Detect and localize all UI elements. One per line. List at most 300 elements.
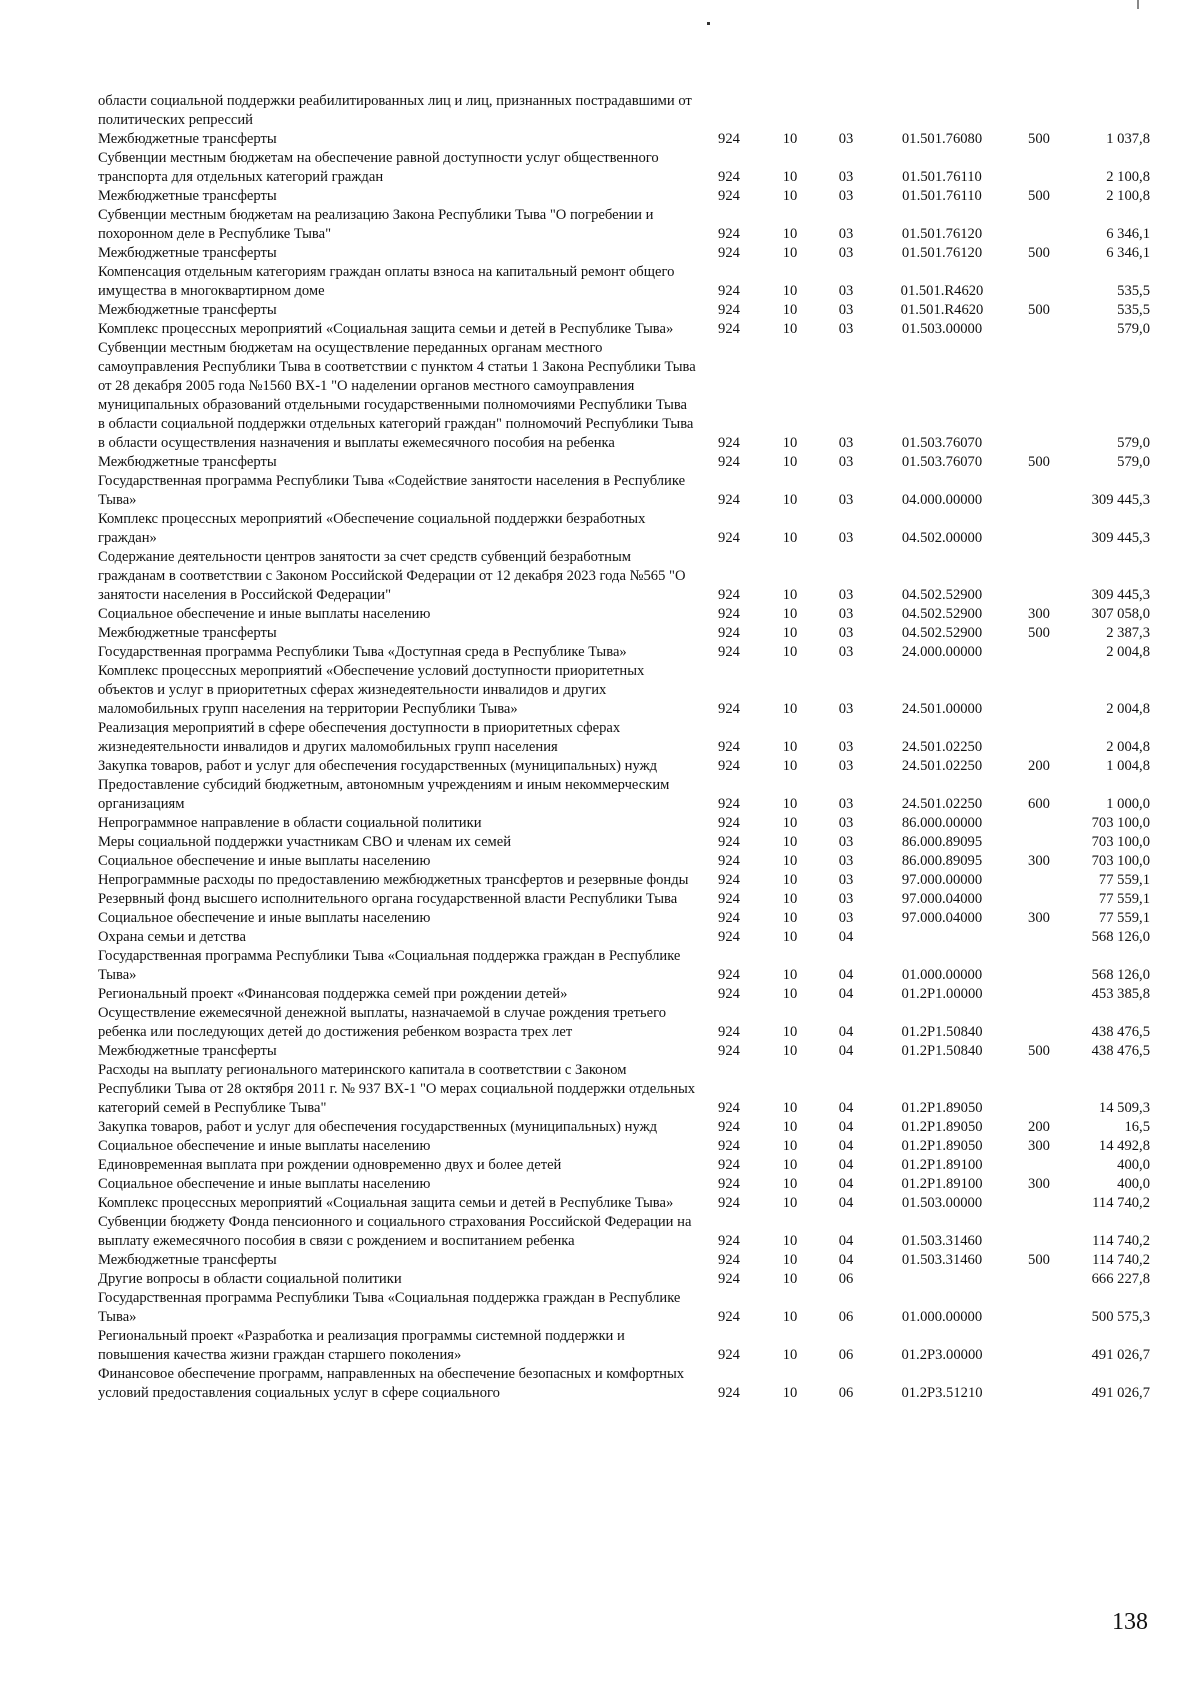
row-target-article xyxy=(874,1270,1010,1289)
table-row xyxy=(98,1156,1150,1175)
row-gov-code: 924 xyxy=(718,967,740,983)
row-gov-code: 924 xyxy=(718,758,740,774)
row-amount: 500 575,3 xyxy=(1091,1309,1150,1325)
table-row xyxy=(98,1213,1150,1251)
row-section-code: 10 xyxy=(782,834,798,850)
row-gov-code: 924 xyxy=(718,283,740,299)
row-amount: 309 445,3 xyxy=(1091,530,1150,546)
table-row xyxy=(98,453,1150,472)
row-name: Комплекс процессных мероприятий «Обеспечение условий доступности приоритетных объектов и услуг в приоритетных сферах жизнедеятельности инвалидов и других маломобильных групп населения на территории Республики Тыва» xyxy=(98,663,645,717)
row-amount: 2 004,8 xyxy=(1106,701,1150,717)
row-expense-type xyxy=(1010,92,1068,130)
row-subsection-code: 06 xyxy=(838,1309,854,1325)
row-amount: 1 037,8 xyxy=(1106,131,1150,147)
row-expense-type xyxy=(1010,1289,1068,1327)
row-gov-code: 924 xyxy=(718,1252,740,1268)
row-amount: 77 559,1 xyxy=(1098,891,1150,907)
row-subsection-code: 04 xyxy=(838,986,854,1002)
row-subsection-code: 06 xyxy=(838,1385,854,1401)
table-row xyxy=(98,149,1150,187)
row-amount: 666 227,8 xyxy=(1091,1271,1150,1287)
row-expense-type xyxy=(1010,1365,1068,1403)
table-row xyxy=(98,890,1150,909)
table-row xyxy=(98,1327,1150,1365)
row-section-code: 10 xyxy=(782,454,798,470)
row-amount: 1 004,8 xyxy=(1106,758,1150,774)
row-target-article: 01.2Р1.89050 xyxy=(901,1138,983,1154)
row-subsection-code: 03 xyxy=(838,834,854,850)
row-section-code: 10 xyxy=(782,1119,798,1135)
row-amount: 114 740,2 xyxy=(1092,1233,1150,1249)
row-target-article: 01.2Р1.89100 xyxy=(901,1176,983,1192)
row-expense-type: 500 xyxy=(1028,454,1050,470)
row-gov-code: 924 xyxy=(718,1176,740,1192)
row-amount: 114 740,2 xyxy=(1092,1195,1150,1211)
row-amount: 77 559,1 xyxy=(1098,872,1150,888)
row-expense-type: 500 xyxy=(1028,131,1050,147)
row-name: Государственная программа Республики Тыва «Социальная поддержка граждан в Республике Тыва» xyxy=(98,948,681,983)
table-row xyxy=(98,985,1150,1004)
row-subsection-code: 03 xyxy=(838,796,854,812)
row-name: Непрограммные расходы по предоставлению межбюджетных трансфертов и резервные фонды xyxy=(98,872,689,888)
row-gov-code: 924 xyxy=(718,302,740,318)
row-section-code: 10 xyxy=(782,169,798,185)
row-target-article: 01.503.31460 xyxy=(901,1252,983,1268)
row-target-article: 24.501.02250 xyxy=(901,796,983,812)
row-gov-code: 924 xyxy=(718,188,740,204)
row-gov-code: 924 xyxy=(718,1385,740,1401)
row-gov-code: 924 xyxy=(718,853,740,869)
row-target-article: 01.2Р3.00000 xyxy=(901,1347,983,1363)
row-subsection-code: 03 xyxy=(838,587,854,603)
table-row xyxy=(98,339,1150,453)
row-target-article: 01.000.00000 xyxy=(901,1309,983,1325)
row-target-article: 01.2Р1.89100 xyxy=(901,1157,983,1173)
row-name: Социальное обеспечение и иные выплаты населению xyxy=(98,1176,431,1192)
row-section-code: 10 xyxy=(782,435,798,451)
row-expense-type: 500 xyxy=(1028,245,1050,261)
row-expense-type xyxy=(1010,814,1068,833)
scan-edge-mark xyxy=(1137,0,1139,9)
row-gov-code: 924 xyxy=(718,530,740,546)
row-amount: 14 509,3 xyxy=(1098,1100,1150,1116)
row-section-code: 10 xyxy=(782,910,798,926)
row-subsection-code: 04 xyxy=(838,1252,854,1268)
row-gov-code: 924 xyxy=(718,454,740,470)
table-row xyxy=(98,1289,1150,1327)
row-name: Государственная программа Республики Тыва «Содействие занятости населения в Республике Тыва» xyxy=(98,473,686,508)
row-subsection-code: 03 xyxy=(838,283,854,299)
row-name: Социальное обеспечение и иные выплаты населению xyxy=(98,606,431,622)
table-row xyxy=(98,909,1150,928)
row-gov-code: 924 xyxy=(718,815,740,831)
row-amount: 14 492,8 xyxy=(1098,1138,1150,1154)
row-expense-type xyxy=(1010,339,1068,453)
row-gov-code: 924 xyxy=(718,321,740,337)
row-expense-type: 300 xyxy=(1028,606,1050,622)
row-target-article: 97.000.04000 xyxy=(901,910,983,926)
row-target-article xyxy=(874,928,1010,947)
row-section-code: 10 xyxy=(782,625,798,641)
row-expense-type: 300 xyxy=(1028,1176,1050,1192)
table-row xyxy=(98,548,1150,605)
row-section-code: 10 xyxy=(782,188,798,204)
row-expense-type xyxy=(1010,1213,1068,1251)
row-gov-code: 924 xyxy=(718,1309,740,1325)
row-target-article: 04.502.00000 xyxy=(901,530,983,546)
row-amount: 703 100,0 xyxy=(1091,815,1150,831)
row-target-article: 01.2Р1.89050 xyxy=(901,1119,983,1135)
row-gov-code: 924 xyxy=(718,701,740,717)
row-target-article: 24.501.02250 xyxy=(901,758,983,774)
row-target-article: 01.2Р1.00000 xyxy=(901,986,983,1002)
row-gov-code: 924 xyxy=(718,796,740,812)
row-subsection-code: 03 xyxy=(838,872,854,888)
row-subsection-code: 03 xyxy=(838,492,854,508)
row-amount: 114 740,2 xyxy=(1092,1252,1150,1268)
row-name: Межбюджетные трансферты xyxy=(98,454,277,470)
row-amount: 6 346,1 xyxy=(1106,245,1150,261)
row-subsection-code: 03 xyxy=(838,701,854,717)
row-target-article: 24.501.00000 xyxy=(901,701,983,717)
row-subsection-code: 03 xyxy=(838,853,854,869)
row-amount: 6 346,1 xyxy=(1106,226,1150,242)
table-row xyxy=(98,814,1150,833)
row-subsection-code: 03 xyxy=(838,644,854,660)
row-name: Расходы на выплату регионального материнского капитала в соответствии с Законом Республики Тыва от 28 октября 2011 г. № 937 ВХ-1 "О мерах социальной поддержки отдельных категорий семей в Республике Тыва" xyxy=(98,1062,696,1116)
row-expense-type xyxy=(1010,890,1068,909)
row-amount: 309 445,3 xyxy=(1091,587,1150,603)
row-name: Межбюджетные трансферты xyxy=(98,1252,277,1268)
row-gov-code: 924 xyxy=(718,1347,740,1363)
row-name: Социальное обеспечение и иные выплаты населению xyxy=(98,910,431,926)
row-expense-type xyxy=(1010,472,1068,510)
row-section-code: 10 xyxy=(782,245,798,261)
row-name: Субвенции бюджету Фонда пенсионного и социального страхования Российской Федерации на выплату ежемесячного пособия в связи с рождением и воспитанием ребенка xyxy=(98,1214,692,1249)
row-target-article: 01.503.00000 xyxy=(901,321,983,337)
row-gov-code: 924 xyxy=(718,245,740,261)
row-subsection-code xyxy=(818,92,874,130)
row-amount: 438 476,5 xyxy=(1091,1024,1150,1040)
row-amount: 1 000,0 xyxy=(1106,796,1150,812)
table-row xyxy=(98,92,1150,130)
row-subsection-code: 03 xyxy=(838,891,854,907)
table-row xyxy=(98,1004,1150,1042)
row-name: Комплекс процессных мероприятий «Социальная защита семьи и детей в Республике Тыва» xyxy=(98,321,674,337)
row-subsection-code: 04 xyxy=(838,967,854,983)
row-subsection-code: 04 xyxy=(838,1043,854,1059)
row-name: Финансовое обеспечение программ, направленных на обеспечение безопасных и комфортных условий предоставления социальных услуг в сфере социального xyxy=(98,1366,685,1401)
row-subsection-code: 03 xyxy=(838,169,854,185)
row-expense-type xyxy=(1010,928,1068,947)
row-expense-type xyxy=(1010,871,1068,890)
row-expense-type: 500 xyxy=(1028,625,1050,641)
row-target-article: 04.000.00000 xyxy=(901,492,983,508)
row-target-article: 04.502.52900 xyxy=(901,625,983,641)
table-row xyxy=(98,187,1150,206)
row-section-code: 10 xyxy=(782,587,798,603)
table-row xyxy=(98,757,1150,776)
row-target-article: 01.2Р1.50840 xyxy=(901,1043,983,1059)
row-target-article: 01.501.76120 xyxy=(901,226,983,242)
row-target-article: 01.000.00000 xyxy=(901,967,983,983)
row-name: Предоставление субсидий бюджетным, автономным учреждениям и иным некоммерческим организациям xyxy=(98,777,670,812)
row-expense-type xyxy=(1010,510,1068,548)
row-section-code: 10 xyxy=(782,701,798,717)
row-section-code: 10 xyxy=(782,1347,798,1363)
row-name: Содержание деятельности центров занятости за счет средств субвенций безработным гражданам в соответствии с Законом Российской Федерации от 12 декабря 2023 года №565 "О занятости населения в Российской Федерации" xyxy=(98,549,686,603)
table-row xyxy=(98,1061,1150,1118)
row-section-code: 10 xyxy=(782,226,798,242)
row-section-code: 10 xyxy=(782,131,798,147)
row-expense-type xyxy=(1010,263,1068,301)
table-row xyxy=(98,605,1150,624)
row-subsection-code: 03 xyxy=(838,739,854,755)
row-name: Комплекс процессных мероприятий «Обеспечение социальной поддержки безработных граждан» xyxy=(98,511,646,546)
row-target-article: 01.2Р1.89050 xyxy=(901,1100,983,1116)
table-row xyxy=(98,947,1150,985)
row-expense-type xyxy=(1010,985,1068,1004)
row-section-code: 10 xyxy=(782,872,798,888)
row-subsection-code: 03 xyxy=(838,302,854,318)
row-amount: 307 058,0 xyxy=(1091,606,1150,622)
row-subsection-code: 04 xyxy=(838,1195,854,1211)
row-gov-code: 924 xyxy=(718,1043,740,1059)
row-amount: 2 004,8 xyxy=(1106,739,1150,755)
row-name: Государственная программа Республики Тыва «Доступная среда в Республике Тыва» xyxy=(98,644,627,660)
row-name: Другие вопросы в области социальной политики xyxy=(98,1271,402,1287)
row-name: Осуществление ежемесячной денежной выплаты, назначаемой в случае рождения третьего ребенка или последующих детей до достижения ребенком возраста трех лет xyxy=(98,1005,667,1040)
row-gov-code: 924 xyxy=(718,872,740,888)
row-name: Охрана семьи и детства xyxy=(98,929,246,945)
row-name: Единовременная выплата при рождении одновременно двух и более детей xyxy=(98,1157,562,1173)
row-name: Межбюджетные трансферты xyxy=(98,625,277,641)
row-amount: 491 026,7 xyxy=(1091,1385,1150,1401)
row-section-code: 10 xyxy=(782,283,798,299)
row-name: Реализация мероприятий в сфере обеспечения доступности в приоритетных сферах жизнедеятельности инвалидов и других маломобильных групп населения xyxy=(98,720,621,755)
table-row xyxy=(98,301,1150,320)
row-section-code: 10 xyxy=(782,1176,798,1192)
row-section-code: 10 xyxy=(782,1138,798,1154)
row-target-article: 01.503.76070 xyxy=(901,454,983,470)
row-gov-code: 924 xyxy=(718,739,740,755)
row-subsection-code: 06 xyxy=(838,1271,854,1287)
budget-table xyxy=(98,92,1150,1403)
row-target-article: 86.000.89095 xyxy=(901,834,983,850)
row-gov-code: 924 xyxy=(718,606,740,622)
table-row xyxy=(98,852,1150,871)
table-row xyxy=(98,776,1150,814)
row-name: Региональный проект «Финансовая поддержка семей при рождении детей» xyxy=(98,986,568,1002)
row-subsection-code: 03 xyxy=(838,226,854,242)
table-row xyxy=(98,1042,1150,1061)
row-expense-type xyxy=(1010,947,1068,985)
row-amount: 453 385,8 xyxy=(1091,986,1150,1002)
row-expense-type: 300 xyxy=(1028,1138,1050,1154)
row-gov-code: 924 xyxy=(718,1119,740,1135)
table-row xyxy=(98,1270,1150,1289)
row-subsection-code: 03 xyxy=(838,188,854,204)
table-row xyxy=(98,206,1150,244)
row-subsection-code: 04 xyxy=(838,1100,854,1116)
row-expense-type xyxy=(1010,206,1068,244)
row-target-article: 04.502.52900 xyxy=(901,606,983,622)
row-gov-code: 924 xyxy=(718,1100,740,1116)
row-target-article: 01.501.76110 xyxy=(902,169,982,185)
row-name: Государственная программа Республики Тыва «Социальная поддержка граждан в Республике Тыва» xyxy=(98,1290,681,1325)
row-target-article: 24.000.00000 xyxy=(901,644,983,660)
row-subsection-code: 06 xyxy=(838,1347,854,1363)
row-name: Закупка товаров, работ и услуг для обеспечения государственных (муниципальных) нужд xyxy=(98,758,658,774)
row-expense-type xyxy=(1010,1156,1068,1175)
row-subsection-code: 03 xyxy=(838,131,854,147)
row-target-article: 01.503.31460 xyxy=(901,1233,983,1249)
row-amount: 400,0 xyxy=(1117,1157,1150,1173)
row-amount: 400,0 xyxy=(1117,1176,1150,1192)
row-gov-code: 924 xyxy=(718,131,740,147)
row-section-code: 10 xyxy=(782,986,798,1002)
row-target-article: 01.501.R4620 xyxy=(900,283,984,299)
row-target-article: 04.502.52900 xyxy=(901,587,983,603)
row-section-code: 10 xyxy=(782,1195,798,1211)
row-expense-type: 500 xyxy=(1028,302,1050,318)
row-amount: 16,5 xyxy=(1124,1119,1150,1135)
row-gov-code: 924 xyxy=(718,169,740,185)
table-row xyxy=(98,833,1150,852)
table-row xyxy=(98,871,1150,890)
row-gov-code: 924 xyxy=(718,1024,740,1040)
table-row xyxy=(98,244,1150,263)
row-expense-type xyxy=(1010,1194,1068,1213)
row-target-article: 01.503.00000 xyxy=(901,1195,983,1211)
row-subsection-code: 03 xyxy=(838,454,854,470)
table-row xyxy=(98,130,1150,149)
table-row xyxy=(98,643,1150,662)
row-gov-code: 924 xyxy=(718,435,740,451)
row-section-code: 10 xyxy=(782,606,798,622)
row-section-code: 10 xyxy=(782,891,798,907)
row-name: Комплекс процессных мероприятий «Социальная защита семьи и детей в Республике Тыва» xyxy=(98,1195,674,1211)
scan-speck xyxy=(707,22,710,25)
table-row xyxy=(98,1175,1150,1194)
row-name: Межбюджетные трансферты xyxy=(98,131,277,147)
row-section-code: 10 xyxy=(782,853,798,869)
row-subsection-code: 03 xyxy=(838,435,854,451)
row-target-article: 86.000.00000 xyxy=(901,815,983,831)
row-amount: 2 004,8 xyxy=(1106,644,1150,660)
row-target-article: 01.501.76120 xyxy=(901,245,983,261)
row-section-code: 10 xyxy=(782,1024,798,1040)
row-target-article: 01.503.76070 xyxy=(901,435,983,451)
row-amount: 535,5 xyxy=(1117,302,1150,318)
row-amount: 491 026,7 xyxy=(1091,1347,1150,1363)
table-row xyxy=(98,662,1150,719)
row-expense-type xyxy=(1010,643,1068,662)
row-target-article: 97.000.04000 xyxy=(901,891,983,907)
page-number: 138 xyxy=(1112,1609,1148,1635)
row-section-code: 10 xyxy=(782,321,798,337)
row-expense-type: 600 xyxy=(1028,796,1050,812)
row-expense-type: 200 xyxy=(1028,1119,1050,1135)
row-gov-code: 924 xyxy=(718,834,740,850)
row-subsection-code: 04 xyxy=(838,929,854,945)
row-gov-code: 924 xyxy=(718,644,740,660)
row-expense-type xyxy=(1010,149,1068,187)
row-section-code: 10 xyxy=(782,302,798,318)
row-amount: 568 126,0 xyxy=(1091,929,1150,945)
row-section-code: 10 xyxy=(782,492,798,508)
row-section-code: 10 xyxy=(782,1233,798,1249)
row-gov-code: 924 xyxy=(718,587,740,603)
row-gov-code: 924 xyxy=(718,226,740,242)
row-target-article: 01.501.76080 xyxy=(901,131,983,147)
row-expense-type xyxy=(1010,1270,1068,1289)
row-gov-code: 924 xyxy=(718,1157,740,1173)
row-gov-code xyxy=(696,92,762,130)
budget-table-body xyxy=(98,92,1150,1403)
row-expense-type xyxy=(1010,548,1068,605)
row-subsection-code: 04 xyxy=(838,1176,854,1192)
row-amount: 77 559,1 xyxy=(1098,910,1150,926)
row-expense-type xyxy=(1010,1061,1068,1118)
row-target-article: 24.501.02250 xyxy=(901,739,983,755)
row-subsection-code: 03 xyxy=(838,530,854,546)
row-target-article: 01.501.R4620 xyxy=(900,302,984,318)
row-expense-type: 300 xyxy=(1028,910,1050,926)
row-expense-type xyxy=(1010,719,1068,757)
row-name: Субвенции местным бюджетам на реализацию Закона Республики Тыва "О погребении и похоронном деле в Республике Тыва" xyxy=(98,207,654,242)
row-name: Социальное обеспечение и иные выплаты населению xyxy=(98,853,431,869)
row-name: Закупка товаров, работ и услуг для обеспечения государственных (муниципальных) нужд xyxy=(98,1119,658,1135)
row-name: области социальной поддержки реабилитированных лиц и лиц, признанных пострадавшими от политических репрессий xyxy=(98,93,692,128)
table-row xyxy=(98,1118,1150,1137)
row-name: Межбюджетные трансферты xyxy=(98,245,277,261)
table-row xyxy=(98,719,1150,757)
row-section-code: 10 xyxy=(782,530,798,546)
table-row xyxy=(98,1137,1150,1156)
row-name: Социальное обеспечение и иные выплаты населению xyxy=(98,1138,431,1154)
row-section-code: 10 xyxy=(782,796,798,812)
row-amount: 703 100,0 xyxy=(1091,834,1150,850)
row-section-code: 10 xyxy=(782,929,798,945)
row-name: Меры социальной поддержки участникам СВО и членам их семей xyxy=(98,834,512,850)
row-amount: 579,0 xyxy=(1117,454,1150,470)
row-section-code: 10 xyxy=(782,1100,798,1116)
row-expense-type xyxy=(1010,662,1068,719)
table-row xyxy=(98,510,1150,548)
row-target-article: 01.2Р1.50840 xyxy=(901,1024,983,1040)
row-section-code: 10 xyxy=(782,967,798,983)
row-amount: 2 100,8 xyxy=(1106,188,1150,204)
row-amount: 579,0 xyxy=(1117,321,1150,337)
row-name: Региональный проект «Разработка и реализация программы системной поддержки и повышения качества жизни граждан старшего поколения» xyxy=(98,1328,625,1363)
row-section-code: 10 xyxy=(782,815,798,831)
row-expense-type xyxy=(1010,1327,1068,1365)
table-row xyxy=(98,928,1150,947)
row-section-code: 10 xyxy=(782,1043,798,1059)
row-gov-code: 924 xyxy=(718,929,740,945)
table-row xyxy=(98,624,1150,643)
row-subsection-code: 04 xyxy=(838,1157,854,1173)
row-name: Компенсация отдельным категориям граждан оплаты взноса на капитальный ремонт общего имущества в многоквартирном доме xyxy=(98,264,675,299)
table-row xyxy=(98,1251,1150,1270)
row-subsection-code: 04 xyxy=(838,1138,854,1154)
row-amount: 703 100,0 xyxy=(1091,853,1150,869)
row-section-code: 10 xyxy=(782,1385,798,1401)
row-section-code: 10 xyxy=(782,1252,798,1268)
row-gov-code: 924 xyxy=(718,1233,740,1249)
row-section-code: 10 xyxy=(782,1157,798,1173)
